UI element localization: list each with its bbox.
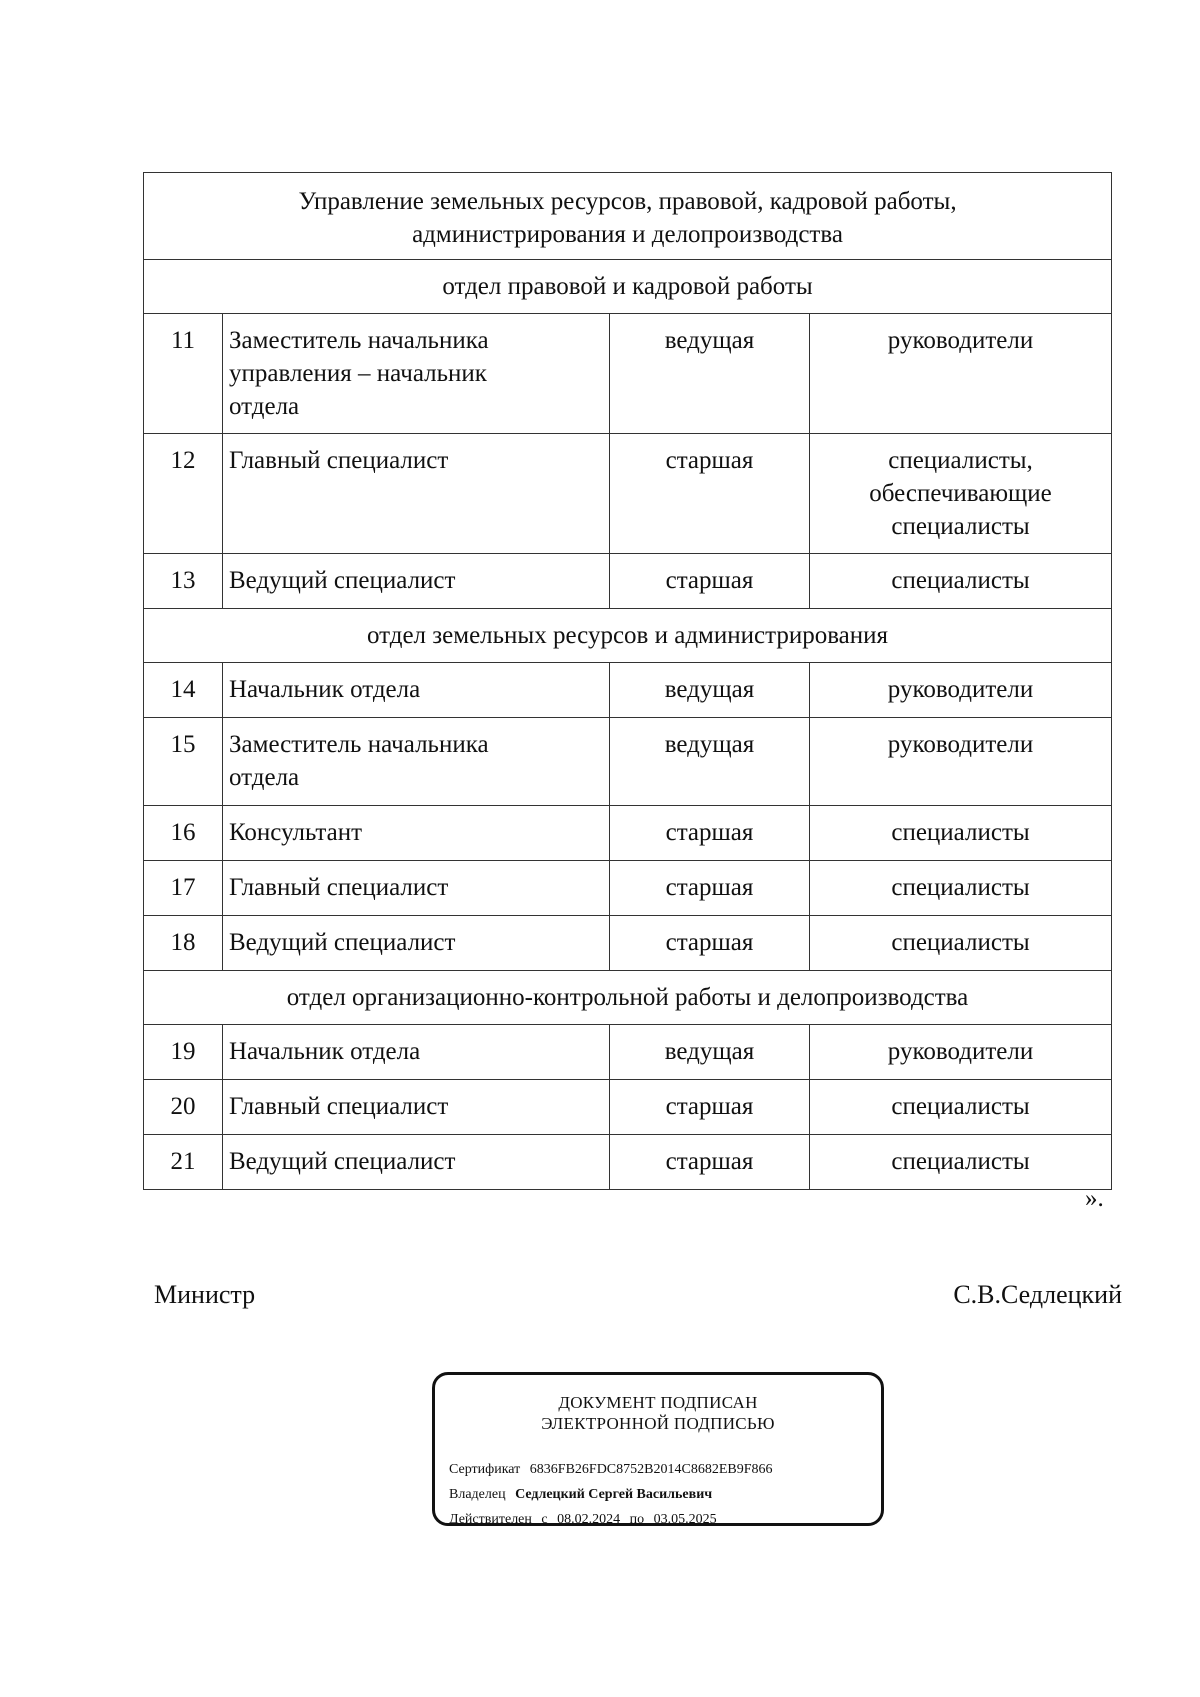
position-group: ведущая [664,327,755,354]
position-category-cell [810,718,1112,806]
position-category-line: специалисты, [888,447,1033,474]
table-row [144,434,1112,554]
position-title-cell [223,861,610,916]
position-title-cell [223,554,610,609]
position-title-cell [223,806,610,861]
positions-table-body [144,173,1112,1190]
position-category-line: специалисты [891,929,1030,956]
position-group: старшая [665,1148,754,1175]
row-number-cell [144,806,223,861]
position-group: старшая [665,819,754,846]
esign-valid-to-date: 03.05.2025 [653,1512,717,1527]
position-category-line: специалисты [891,1093,1030,1120]
row-number: 13 [170,567,196,594]
table-row [144,806,1112,861]
position-title [223,916,609,967]
position-category-line: руководители [887,676,1034,703]
position-group-cell [610,1135,810,1190]
position-title-line: Консультант [229,819,363,846]
position-title [223,554,609,605]
table-row [144,861,1112,916]
row-number: 11 [170,327,196,354]
row-number-cell [144,434,223,554]
row-number: 17 [170,874,196,901]
position-category-line: специалисты [891,513,1030,540]
position-title-line: Главный специалист [229,447,449,474]
row-number: 18 [170,929,196,956]
position-title [223,1135,609,1186]
esign-owner-line [449,1486,712,1504]
table-row [144,718,1112,806]
position-title-line: Ведущий специалист [229,567,456,594]
position-category-line: специалисты [891,819,1030,846]
position-title-line: Главный специалист [229,1093,449,1120]
row-number: 20 [170,1093,196,1120]
esign-valid-to-label: по [629,1512,645,1527]
row-number-cell [144,314,223,434]
positions-table [143,172,1112,1190]
row-number-cell [144,718,223,806]
table-row [144,314,1112,434]
position-group-cell [610,663,810,718]
esign-certificate-value: 6836FB26FDC8752B2014C8682EB9F866 [529,1462,773,1477]
position-title [223,663,609,714]
esign-valid-from-date: 08.02.2024 [557,1512,621,1527]
position-title-line: Заместитель начальника [229,327,489,354]
section-row [144,971,1112,1025]
position-title-line: Начальник отдела [229,676,421,703]
position-category [810,916,1111,967]
table-row [144,916,1112,971]
position-group-cell [610,434,810,554]
position-title-cell [223,314,610,434]
position-category-cell [810,1080,1112,1135]
position-title-cell [223,1025,610,1080]
row-number: 14 [170,676,196,703]
table-row [144,1025,1112,1080]
esign-certificate-line [449,1461,773,1479]
position-category-cell [810,554,1112,609]
position-title [223,806,609,857]
position-title-line: отдела [229,764,300,791]
position-title [223,1025,609,1076]
department-header-line: администрирования и делопроизводства [412,221,843,248]
row-number: 12 [170,447,196,474]
row-number-cell [144,916,223,971]
row-number: 19 [170,1038,196,1065]
esign-title-line: ЭЛЕКТРОННОЙ ПОДПИСЬЮ [541,1414,775,1433]
position-category-cell [810,861,1112,916]
position-group-cell [610,1080,810,1135]
esign-valid-from-label: с [541,1512,548,1527]
section-title: отдел правовой и кадровой работы [442,273,813,300]
row-number: 15 [170,731,196,758]
signer-name: С.В.Седлецкий [953,1280,1122,1309]
esign-certificate-label: Сертификат [449,1462,521,1477]
position-category-cell [810,434,1112,554]
esign-valid-label: Действителен [449,1512,532,1527]
position-title-cell [223,663,610,718]
position-category-line: руководители [887,1038,1034,1065]
esign-stamp-title [435,1392,881,1434]
position-group-cell [610,314,810,434]
row-number-cell [144,1080,223,1135]
position-title-line: Начальник отдела [229,1038,421,1065]
esign-validity-line [449,1511,717,1529]
row-number-cell [144,554,223,609]
position-group-cell [610,806,810,861]
table-row [144,1135,1112,1190]
position-category [810,1135,1111,1186]
position-group-cell [610,718,810,806]
position-title-line: Заместитель начальника [229,731,489,758]
position-group: ведущая [664,676,755,703]
position-category-line: специалисты [891,567,1030,594]
position-title-line: управления – начальник [229,360,487,387]
position-group-cell [610,861,810,916]
position-title-line: отдела [229,393,300,420]
position-group: ведущая [664,731,755,758]
position-group: старшая [665,1093,754,1120]
row-number-cell [144,663,223,718]
position-category-line: обеспечивающие [869,480,1052,507]
position-category-line: руководители [887,327,1034,354]
position-category [810,806,1111,857]
position-category-line: руководители [887,731,1034,758]
position-category [810,434,1111,551]
section-title-cell [144,260,1112,314]
position-group: старшая [665,447,754,474]
position-group: старшая [665,874,754,901]
table-header-row [144,173,1112,260]
position-title [223,434,609,485]
position-group: старшая [665,929,754,956]
esign-owner-label: Владелец [449,1487,506,1502]
position-category-line: специалисты [891,874,1030,901]
position-group: старшая [665,567,754,594]
closing-quote-mark: ». [1085,1185,1104,1212]
position-group-cell [610,1025,810,1080]
position-title [223,861,609,912]
position-category [810,663,1111,714]
position-title-cell [223,434,610,554]
electronic-signature-stamp [432,1372,884,1526]
position-category-cell [810,314,1112,434]
position-title-cell [223,1080,610,1135]
section-row [144,609,1112,663]
department-header-cell [144,173,1112,260]
position-category-cell [810,916,1112,971]
position-group: ведущая [664,1038,755,1065]
position-category [810,861,1111,912]
position-category [810,1025,1111,1076]
position-category-cell [810,663,1112,718]
position-title-line: Ведущий специалист [229,1148,456,1175]
position-title [223,1080,609,1131]
section-row [144,260,1112,314]
position-category-cell [810,1025,1112,1080]
position-title-cell [223,718,610,806]
signer-position: Министр [154,1280,256,1309]
esign-title-line: ДОКУМЕНТ ПОДПИСАН [558,1393,758,1412]
position-category [810,1080,1111,1131]
position-group-cell [610,916,810,971]
table-row [144,554,1112,609]
position-title-line: Ведущий специалист [229,929,456,956]
table-row [144,663,1112,718]
row-number-cell [144,1135,223,1190]
section-title: отдел организационно-контрольной работы и делопроизводства [286,984,969,1011]
position-title [223,314,609,431]
section-title-cell [144,609,1112,663]
position-category [810,314,1111,365]
row-number-cell [144,861,223,916]
position-title [223,718,609,802]
row-number: 16 [170,819,196,846]
position-category-line: специалисты [891,1148,1030,1175]
section-title-cell [144,971,1112,1025]
position-category-cell [810,1135,1112,1190]
position-group-cell [610,554,810,609]
position-title-line: Главный специалист [229,874,449,901]
position-category-cell [810,806,1112,861]
esign-owner-value: Седлецкий Сергей Васильевич [515,1487,713,1502]
row-number-cell [144,1025,223,1080]
position-title-cell [223,916,610,971]
department-header-line: Управление земельных ресурсов, правовой, кадровой работы, [298,188,957,215]
position-category [810,554,1111,605]
position-title-cell [223,1135,610,1190]
row-number: 21 [170,1148,196,1175]
position-category [810,718,1111,769]
table-row [144,1080,1112,1135]
section-title: отдел земельных ресурсов и администрирования [366,622,889,649]
